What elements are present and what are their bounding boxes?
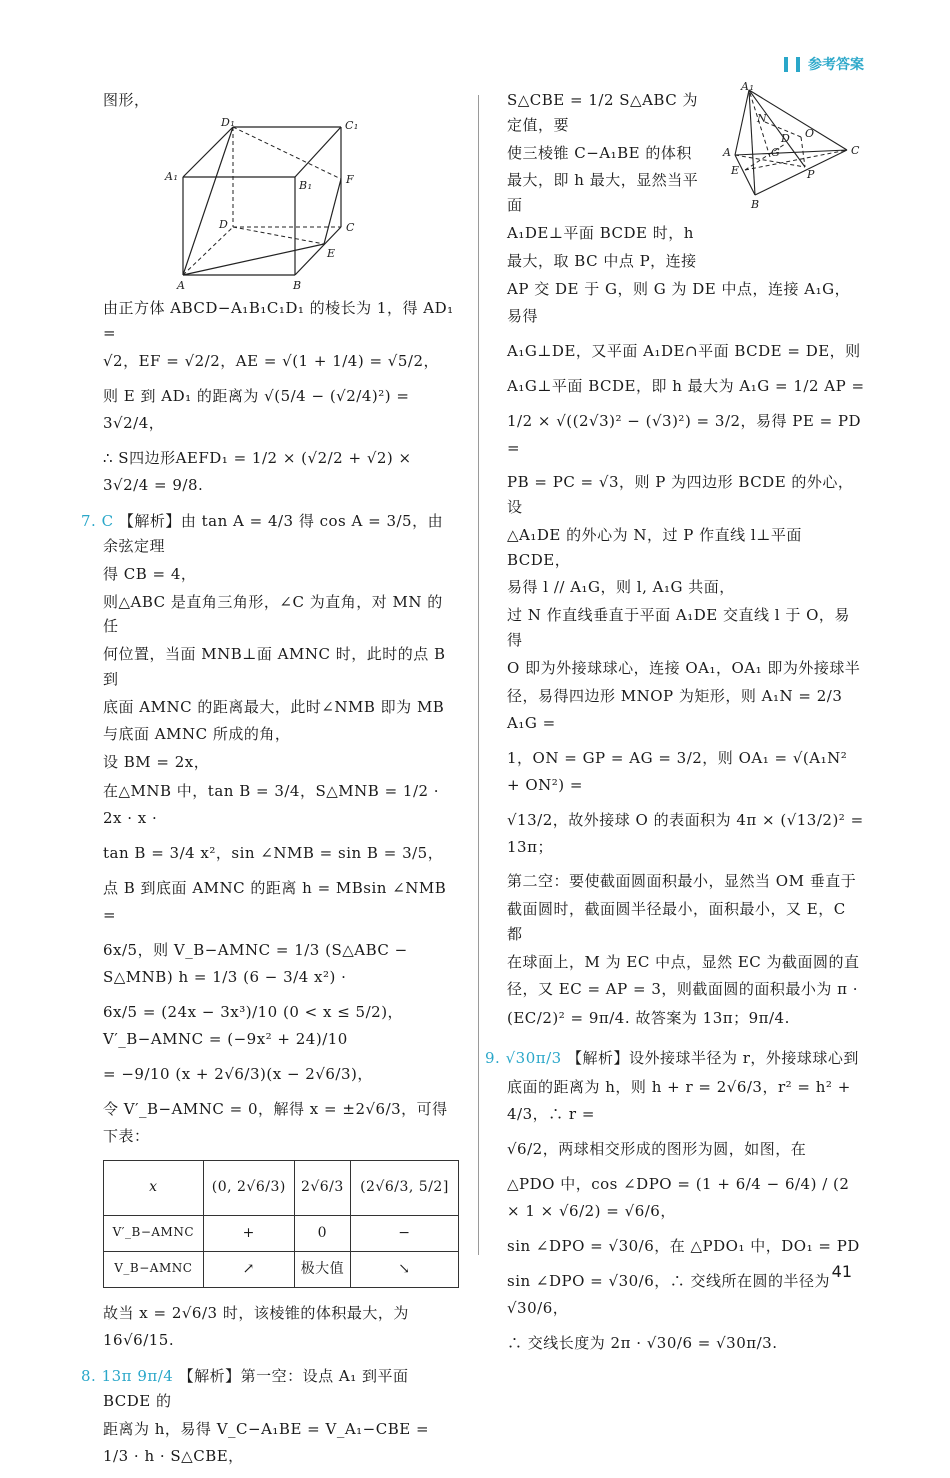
table-cell: ↘: [350, 1251, 458, 1287]
question-9: [485, 1046, 865, 1071]
question-7: [81, 509, 458, 559]
text-line: √6/2，两球相交形成的图形为圆，如图，在: [507, 1139, 807, 1158]
page-number: 41: [831, 1262, 852, 1281]
text-line: ∴ 交线长度为 2π · √30/6 = √30π/3.: [507, 1333, 778, 1352]
text-line: 底面的距离为 h，则 h + r = 2√6/3，r² = h² + 4/3，∴ r =: [507, 1077, 851, 1123]
text-line: A₁G⊥DE，又平面 A₁DE∩平面 BCDE = DE，则: [507, 342, 861, 361]
sign-table: [103, 1160, 459, 1288]
text-line: PB = PC = √3，则 P 为四边形 BCDE 的外心，设: [507, 473, 854, 516]
text-line: 与底面 AMNC 所成的角，: [103, 725, 291, 744]
text-line: 由正方体 ABCD−A₁B₁C₁D₁ 的棱长为 1，得 AD₁ =: [103, 298, 454, 342]
answer-value: 9π/4: [137, 1366, 174, 1385]
figure-label: E: [731, 164, 740, 177]
table-cell: (0, 2√6/3): [203, 1160, 294, 1215]
text-line: △PDO 中，cos ∠DPO = (1 + 6/4 − 6/4) / (2 × 1 × √6/2) = √6/6，: [507, 1174, 850, 1220]
table-row: [104, 1251, 459, 1287]
cube-figure: [141, 117, 421, 292]
text-line: O 即为外接球球心，连接 OA₁，OA₁ 即为外接球半: [507, 658, 861, 677]
cube-label: A: [176, 278, 185, 292]
text-line: 最大，即 h 最大，显然当平面: [507, 171, 699, 214]
text-line: 【解析】第一空：设点 A₁ 到平面 BCDE 的: [103, 1366, 409, 1410]
figure-label: G: [771, 146, 781, 159]
table-cell: V_B−AMNC: [104, 1251, 204, 1287]
text-line: √2，EF = √2/2，AE = √(1 + 1/4) = √5/2，: [103, 352, 440, 371]
header-label: 参考答案: [808, 57, 864, 73]
text-line: 【解析】设外接球半径为 r，外接球球心到: [566, 1049, 859, 1067]
cube-label: D₁: [220, 116, 235, 129]
text-line: AP 交 DE 于 G，则 G 为 DE 中点，连接 A₁G，易得: [507, 280, 851, 326]
text-line: 在球面上，M 为 EC 中点，显然 EC 为截面圆的直: [507, 952, 860, 971]
column-divider: [478, 95, 479, 1255]
text-line: 截面圆时，截面圆半径最小，面积最小，又 E，C 都: [507, 900, 846, 943]
text-line: 最大，取 BC 中点 P，连接: [507, 251, 697, 270]
text-line: √13/2，故外接球 O 的表面积为 4π × (√13/2)² = 13π；: [507, 811, 864, 857]
fig-intro: 图形，: [103, 91, 150, 109]
text-line: 设 BM = 2x，: [103, 753, 210, 771]
text-line: 则△ABC 是直角三角形，∠C 为直角，对 MN 的任: [103, 592, 443, 636]
text-line: 1/2 × √((2√3)² − (√3)²) = 3/2，易得 PE = PD =: [507, 412, 862, 458]
text-line: 距离为 h，易得 V_C−A₁BE = V_A₁−CBE = 1/3 · h · S△CBE，: [103, 1420, 430, 1466]
text-line: 点 B 到底面 AMNC 的距离 h = MBsin ∠NMB =: [103, 878, 447, 924]
text-line: △A₁DE 的外心为 N，过 P 作直线 l⊥平面 BCDE，: [507, 525, 802, 569]
text-line: 径，易得四边形 MNOP 为矩形，则 A₁N = 2/3 A₁G =: [507, 687, 843, 733]
table-cell: 2√6/3: [294, 1160, 350, 1215]
text-line: 则 E 到 AD₁ 的距离为 √(5/4 − (√2/4)²) = 3√2/4，: [103, 387, 410, 433]
cube-label: E: [326, 246, 336, 260]
table-row: [104, 1215, 459, 1251]
question-number: 9.: [485, 1049, 501, 1067]
table-cell: x: [104, 1160, 204, 1215]
figure-label: A: [723, 146, 732, 159]
figure-label: A₁: [741, 82, 755, 93]
answer-value: √30π/3: [505, 1049, 562, 1067]
figure-label: P: [807, 168, 815, 181]
text-line: 过 N 作直线垂直于平面 A₁DE 交直线 l 于 O，易得: [507, 606, 850, 649]
figure-label: N: [757, 112, 768, 125]
pyramid-figure: [715, 82, 865, 210]
cube-label: A₁: [164, 169, 178, 183]
table-cell: 极大值: [294, 1251, 350, 1287]
question-8: [81, 1364, 458, 1414]
figure-label: C: [851, 144, 860, 157]
text-line: S△CBE = 1/2 S△ABC 为定值，要: [507, 91, 698, 134]
figure-label: O: [805, 127, 815, 140]
text-line: A₁DE⊥平面 BCDE 时，h: [507, 223, 694, 242]
cube-label: B: [292, 278, 302, 292]
text-line: 易得 l // A₁G，则 l, A₁G 共面，: [507, 578, 735, 597]
text-line: 第二空：要使截面圆面积最小，显然当 OM 垂直于: [507, 872, 857, 891]
figure-label: B: [751, 198, 760, 210]
question-number: 8. 13π: [81, 1366, 133, 1385]
text-line: tan B = 3/4 x²，sin ∠NMB = sin B = 3/5，: [103, 843, 444, 862]
table-row: [104, 1160, 459, 1215]
question-number: 7. C: [81, 512, 114, 531]
text-line: 6x/5，则 V_B−AMNC = 1/3 (S△ABC − S△MNB) h = 1/3 (6 − 3/4 x²) ·: [103, 940, 408, 986]
table-cell: −: [350, 1215, 458, 1251]
text-line: 【解析】由 tan A = 4/3 得 cos A = 3/5，由余弦定理: [103, 512, 444, 555]
cube-label: C: [345, 220, 355, 234]
text-line: 1，ON = GP = AG = 3/2，则 OA₁ = √(A₁N² + ON²) =: [507, 749, 848, 795]
text-line: 在△MNB 中，tan B = 3/4，S△MNB = 1/2 · 2x · x ·: [103, 781, 440, 827]
cube-label: C₁: [344, 118, 359, 132]
text-line: sin ∠DPO = √30/6，∴ 交线所在圆的半径为 √30/6，: [507, 1271, 831, 1317]
text-line: = −9/10 (x + 2√6/3)(x − 2√6/3)，: [103, 1064, 373, 1083]
table-cell: (2√6/3, 5/2]: [350, 1160, 458, 1215]
cube-label: F: [345, 172, 354, 186]
text-line: 径，又 EC = AP = 3，则截面圆的面积最小为 π ·: [507, 980, 859, 999]
table-cell: 0: [294, 1215, 350, 1251]
text-line: 使三棱锥 C−A₁BE 的体积: [507, 143, 692, 162]
right-column: [485, 82, 865, 1365]
text-line: 何位置，当面 MNB⊥面 AMNC 时，此时的点 B 到: [103, 645, 446, 688]
table-cell: V′_B−AMNC: [104, 1215, 204, 1251]
text-line: A₁G⊥平面 BCDE，即 h 最大为 A₁G = 1/2 AP =: [507, 377, 865, 396]
cube-label: B₁: [298, 178, 312, 192]
text-line: 得 CB = 4，: [103, 564, 197, 583]
text-line: 6x/5 = (24x − 3x³)/10 (0 < x ≤ 5/2)，V′_B−AMNC = (−9x² + 24)/10: [103, 1002, 404, 1048]
figure-label: D: [781, 132, 791, 145]
header-bar-icon: [784, 57, 788, 72]
section-header: [784, 54, 864, 74]
text-line: sin ∠DPO = √30/6，在 △PDO₁ 中，DO₁ = PD: [507, 1236, 860, 1255]
table-cell: ↗: [203, 1251, 294, 1287]
text-line: 底面 AMNC 的距离最大，此时∠NMB 即为 MB: [103, 697, 445, 716]
table-cell: +: [203, 1215, 294, 1251]
header-bar-icon: [796, 57, 800, 72]
cube-label: D: [218, 217, 228, 231]
text-line: 故当 x = 2√6/3 时，该棱锥的体积最大，为 16√6/15.: [103, 1303, 409, 1349]
left-column: [81, 88, 458, 1478]
text-line: (EC/2)² = 9π/4. 故答案为 13π；9π/4.: [507, 1009, 790, 1027]
text-line: ∴ S四边形AEFD₁ = 1/2 × (√2/2 + √2) × 3√2/4 = 9/8.: [103, 449, 412, 495]
text-line: 令 V′_B−AMNC = 0，解得 x = ±2√6/3，可得下表：: [103, 1099, 448, 1145]
